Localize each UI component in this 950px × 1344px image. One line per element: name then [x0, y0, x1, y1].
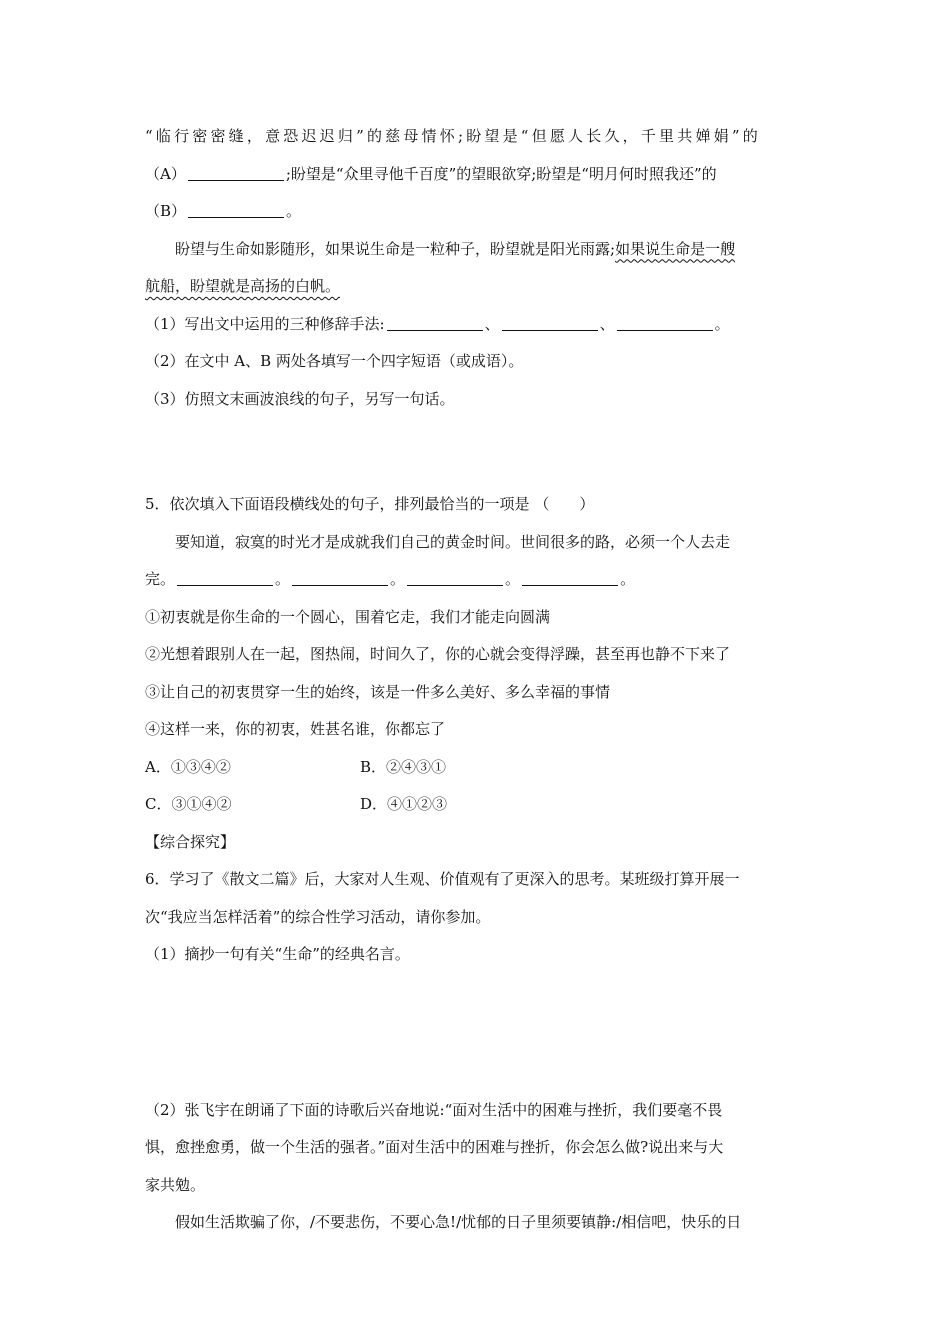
- text-line: 家共勉。: [145, 1175, 206, 1194]
- text-segment: 。: [286, 202, 302, 220]
- question-item: （1）摘抄一句有关“生命”的经典名言。: [145, 945, 410, 963]
- question-stem: 6．学习了《散文二篇》后，大家对人生观、价值观有了更深入的思考。某班级打算开展一: [145, 870, 740, 888]
- sentence-option: ①初衷就是你生命的一个圆心，围着它走，我们才能走向圆满: [145, 607, 551, 626]
- section-title: 【综合探究】: [145, 832, 236, 851]
- text-segment: 盼望与生命如影随形，如果说生命是一粒种子，盼望就是阳光雨露;: [175, 239, 616, 258]
- text-line: “临行密密缝，意恐迟迟归”的慈母情怀;盼望是“但愿人长久，千里共婵娟”的: [145, 127, 761, 145]
- answer-blank-rhetoric-2[interactable]: [502, 315, 598, 331]
- text-line: [145, 156, 810, 194]
- answer-blank-rhetoric-3[interactable]: [617, 315, 713, 331]
- choice-b[interactable]: B．②④③①: [360, 757, 447, 776]
- sentence-option: ④这样一来，你的初衷，姓甚名谁，你都忘了: [145, 720, 446, 738]
- document-page: [145, 118, 810, 1242]
- period: 。: [714, 314, 730, 333]
- label-a: （A）: [145, 164, 186, 183]
- choice-c[interactable]: C．③①④②: [145, 795, 232, 813]
- text-segment: 完。: [145, 570, 176, 588]
- text-line: [145, 231, 810, 269]
- separator: 、: [484, 314, 500, 333]
- question-item: [145, 306, 810, 344]
- label-b: （B）: [145, 202, 187, 220]
- choice-row: [145, 786, 810, 824]
- choice-a[interactable]: A．①③④②: [145, 757, 231, 776]
- sentence-option: ②光想着跟别人在一起，图热闹，时间久了，你的心就会变得浮躁，甚至再也静不下来了: [145, 645, 731, 663]
- period: 。: [620, 570, 636, 588]
- period: 。: [275, 570, 291, 588]
- choice-d[interactable]: D．④①②③: [360, 795, 448, 813]
- text-line: 次“我应当怎样活着”的综合性学习活动，请你参加。: [145, 907, 491, 926]
- text-line: [145, 268, 810, 306]
- choice-row: [145, 749, 810, 787]
- wavy-underlined-text: 如果说生命是一艘: [615, 239, 736, 258]
- answer-blank-b[interactable]: [188, 202, 284, 218]
- text-line: [145, 193, 810, 231]
- answer-blank-2[interactable]: [292, 570, 388, 586]
- question-item: （3）仿照文末画波浪线的句子，另写一句话。: [145, 389, 455, 408]
- answer-blank-a[interactable]: [188, 165, 284, 181]
- answer-blank-4[interactable]: [522, 570, 618, 586]
- text-line: [145, 561, 810, 599]
- period: 。: [390, 570, 406, 588]
- answer-space[interactable]: [145, 974, 810, 1092]
- text-segment: ;盼望是“众里寻他千百度”的望眼欲穿;盼望是“明月何时照我还”的: [285, 164, 717, 183]
- question-stem: 5．依次填入下面语段横线处的句子，排列最恰当的一项是 （ ）: [145, 495, 595, 513]
- question-item: （2）张飞宇在朗诵了下面的诗歌后兴奋地说:“面对生活中的困难与挫折，我们要毫不畏: [145, 1100, 723, 1119]
- text-line: 惧，愈挫愈勇，做一个生活的强者。”面对生活中的困难与挫折，你会怎么做?说出来与大: [145, 1138, 724, 1156]
- answer-space[interactable]: [145, 418, 810, 486]
- separator: 、: [599, 314, 615, 333]
- answer-blank-rhetoric-1[interactable]: [387, 315, 483, 331]
- question-text: （1）写出文中运用的三种修辞手法:: [145, 314, 385, 333]
- period: 。: [505, 570, 521, 588]
- question-item: （2）在文中 A、B 两处各填写一个四字短语（或成语）。: [145, 352, 524, 370]
- answer-blank-3[interactable]: [407, 570, 503, 586]
- poem-line: 假如生活欺骗了你，/不要悲伤，不要心急!/忧郁的日子里须要镇静:/相信吧，快乐的日: [175, 1213, 742, 1231]
- wavy-underlined-text: 航船，盼望就是高扬的白帆。: [145, 277, 341, 295]
- sentence-option: ③让自己的初衷贯穿一生的始终，该是一件多么美好、多么幸福的事情: [145, 682, 611, 701]
- text-line: 要知道，寂寞的时光才是成就我们自己的黄金时间。世间很多的路，必须一个人去走: [175, 532, 731, 551]
- answer-blank-1[interactable]: [177, 570, 273, 586]
